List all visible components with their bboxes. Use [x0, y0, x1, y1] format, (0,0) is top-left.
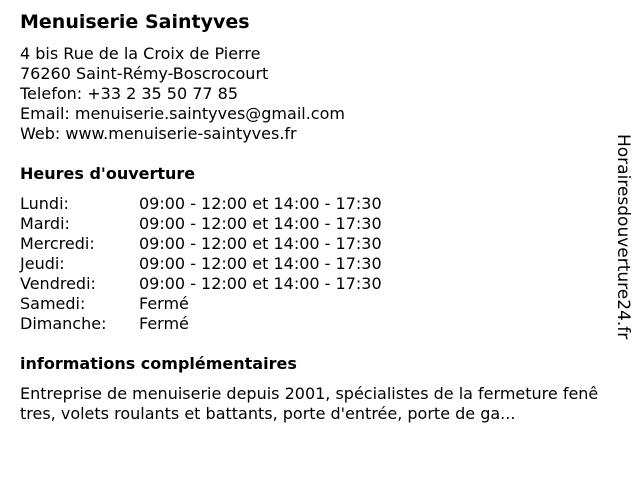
time-value: 09:00 - 12:00 et 14:00 - 17:30 [139, 214, 382, 233]
address-line-street: 4 bis Rue de la Croix de Pierre [20, 44, 261, 63]
info-heading: informations complémentaires [20, 354, 297, 373]
time-value: 09:00 - 12:00 et 14:00 - 17:30 [139, 234, 382, 253]
contact-block [20, 44, 345, 144]
day-label: Vendredi: [20, 274, 96, 293]
time-value: 09:00 - 12:00 et 14:00 - 17:30 [139, 274, 382, 293]
web-line: Web: www.menuiserie-saintyves.fr [20, 124, 297, 143]
email-line: Email: menuiserie.saintyves@gmail.com [20, 104, 345, 123]
hours-heading: Heures d'ouverture [20, 164, 196, 183]
day-label: Mardi: [20, 214, 70, 233]
site-watermark: Horairesdouverture24.fr [613, 134, 633, 340]
time-value: Fermé [139, 314, 189, 333]
business-description: Entreprise de menuiserie depuis 2001, spécialistes de la fermeture fenêtres, volets roulants et battants, porte d'entrée, porte de ga... [20, 384, 599, 423]
time-value: 09:00 - 12:00 et 14:00 - 17:30 [139, 254, 382, 273]
address-line-city: 76260 Saint-Rémy-Boscrocourt [20, 64, 269, 83]
business-name: Menuiserie Saintyves [20, 11, 250, 33]
day-label: Mercredi: [20, 234, 95, 253]
day-label: Lundi: [20, 194, 69, 213]
day-label: Samedi: [20, 294, 86, 313]
day-label: Jeudi: [20, 254, 65, 273]
phone-line: Telefon: +33 2 35 50 77 85 [20, 84, 239, 103]
time-value: Fermé [139, 294, 189, 313]
day-label: Dimanche: [20, 314, 107, 333]
time-value: 09:00 - 12:00 et 14:00 - 17:30 [139, 194, 382, 213]
